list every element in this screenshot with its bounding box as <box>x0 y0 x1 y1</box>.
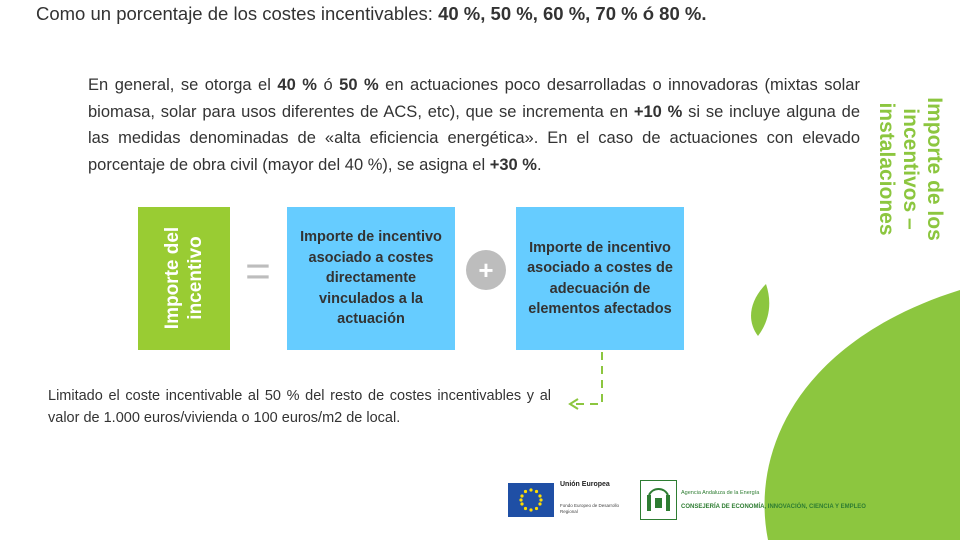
dashed-arrow <box>560 352 610 412</box>
eu-title: Unión Europea <box>560 481 610 488</box>
limit-note: Limitado el coste incentivable al 50 % del resto de costes incentivables y al valor de 1.000 euros/vivienda o 100 euros/m2 de local. <box>48 388 551 426</box>
slide-heading <box>36 0 856 28</box>
para-bold-1: 40 % <box>277 76 317 94</box>
eu-fund-text: Fondo Europeo de Desarrollo Regional <box>560 503 620 514</box>
heading-percentages: 40 %, 50 %, 60 %, 70 % ó 80 %. <box>438 3 707 24</box>
term-box-direct-costs <box>287 207 455 350</box>
term1-text: Importe de incentivo asociado a costes directamente vinculados a la actuación <box>300 229 442 328</box>
side-title <box>860 74 960 264</box>
result-label: Importe del incentivo <box>162 226 206 330</box>
para-text-3: en actuaciones poco desarrolladas o innovadoras (mixtas solar biomasa, solar para usos diferentes de ACS, etc), que se incrementa en <box>88 76 860 121</box>
department-name: CONSEJERÍA DE ECONOMÍA, INNOVACIÓN, CIENCIA Y EMPLEO <box>681 504 866 510</box>
side-title-text: Importe de los incentivos – instalaciones <box>875 97 946 241</box>
result-box <box>138 207 230 350</box>
para-bold-3: +10 % <box>633 102 683 121</box>
agency-name: Agencia Andaluza de la Energía <box>681 490 760 496</box>
plus-icon: + <box>466 250 506 290</box>
term2-text: Importe de incentivo asociado a costes de adecuación de elementos afectados <box>527 239 673 317</box>
para-text-4: si se incluye alguna de las medidas denominadas de «alta eficiencia energética». En el caso de actuaciones con elevado porcentaje de obra civil (mayor del 40 %), se asigna el <box>88 102 860 174</box>
para-bold-4: +30 % <box>489 155 537 174</box>
para-bold-2: 50 % <box>339 76 379 94</box>
body-paragraph <box>88 72 860 178</box>
heading-text: Como un porcentaje de los costes incentivables: <box>36 3 439 24</box>
equals-sign: = <box>245 247 271 296</box>
term-box-adaptation-costs <box>516 207 684 350</box>
para-text-5: . <box>536 155 542 174</box>
eu-flag-icon <box>508 483 554 517</box>
junta-andalucia-logo-icon <box>640 480 677 520</box>
para-text-2: ó <box>316 76 340 94</box>
footer-logos <box>508 480 868 522</box>
leaf-shape-small <box>751 284 769 336</box>
para-text-1: En general, se otorga el <box>88 76 278 94</box>
